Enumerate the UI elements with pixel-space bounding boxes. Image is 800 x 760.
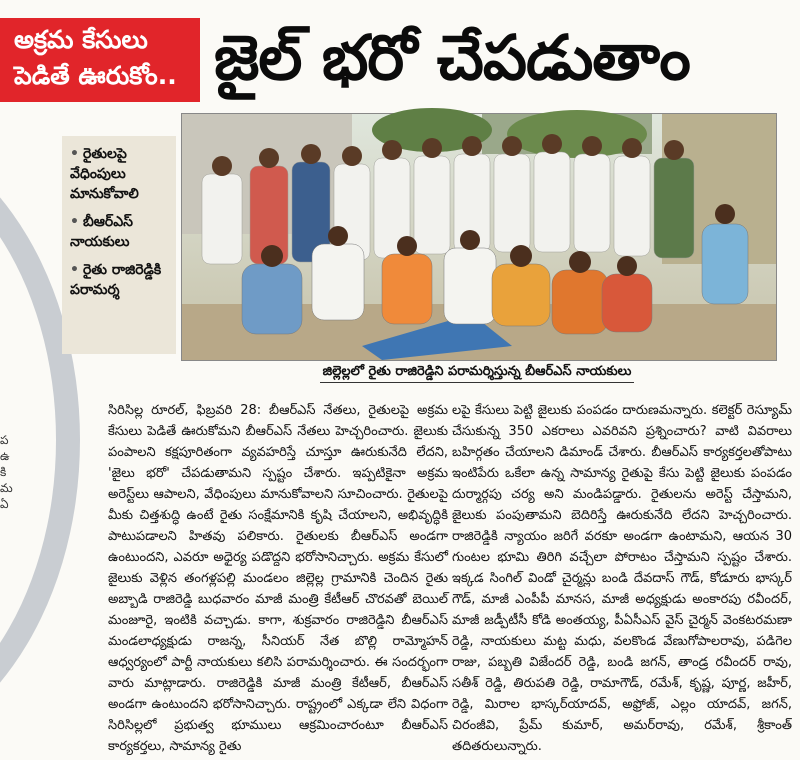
article-column-left: సిరిసిల్ల రూరల్, ఫిబ్రవరి 28: బీఆర్ఎస్ నేతలు, రైతులపై అక్రమ కేసులు పెడితే ఊరుకోమని బీఆర్ఎస్ నేతలు హెచ్చరించారు. జైలుకు పంపాలని కక్షపూరితంగా వ్యవహరిస్తే చూస్తూ ఊరుకునేది లేదని, 'జైలు భరో' చేపడుతామని స్పష్టం చేశారు. ఇప్పటికైనా అక్రమ అరెస్ట్‌లు ఆపాలని, వేధింపులు మానుకోవాలని సూచించారు. రైతులపై మీకు చిత్తశుద్ధి ఉంటే రైతు సంక్షేమానికి కృషి చేయాలని, అభివృద్ధికి పాటుపడాలని హితవు పలికారు. రైతులకు బీఆర్ఎస్ అండగా ఉంటుందని, ఎవరూ అధైర్య పడొద్దని భరోసానిచ్చారు. అక్రమ కేసులో జైలుకు వెళ్లిన తంగళ్లపల్లి మండలం జిల్లెల్ల గ్రామానికి చెందిన రైతు అబ్బాడి రాజిరెడ్డి బుధవారం మాజీ మంత్రి కేటీఆర్ చొరవతో బెయిల్ మంజూరై, ఇంటికి వచ్చాడు. కాగా, శుక్రవారం రాజిరెడ్డిని బీఆర్ఎస్ మండలాధ్యక్షుడు రాజన్న, సీనియర్ నేత బొల్లి రామ్మోహన్ ఆధ్వర్యంలో పార్టీ నాయకులు కలిసి పరామర్శించారు. ఈ సందర్భంగా వారు మాట్లాడారు. రాజిరెడ్డికి మాజీ మంత్రి కేటీఆర్, బీఆర్ఎస్ అండగా ఉంటుందని భరోసానిచ్చారు. రాష్ట్రంలో ఎక్కడా లేని విధంగా సిరిసిల్లలో ప్రభుత్వ భూములు ఆక్రమించారంటూ బీఆర్ఎస్ కార్యకర్తలు, సామాన్య రైతు <box>108 403 448 754</box>
news-photo <box>181 113 777 361</box>
bullet-point-text: రైతు రాజిరెడ్డికి పరామర్శ <box>70 262 162 298</box>
bullet-icon: • <box>70 214 79 230</box>
bullet-point-text: బీఆర్ఎస్ నాయకులు <box>70 214 134 250</box>
photo-caption: జిల్లెల్లలో రైతు రాజిరెడ్డిని పరామర్శిస్తున్న బీఆర్ఎస్ నాయకులు <box>320 362 634 383</box>
bullet-icon: • <box>70 262 79 278</box>
bullet-point <box>70 144 170 204</box>
article-column-right: లపై కేసులు పెట్టి జైలుకు పంపడం దారుణమన్నారు. కలెక్టర్ రెస్యూమ్ చేసుకున్న 350 ఎకరాలు ఎవరివని ప్రశ్నించారు? వాటి వివరాలు బహిర్గతం చేయాలని డిమాండ్ చేశారు. బీఆర్ఎస్ కార్యకర్తలతోపాటు ఇంటిపేరు ఒకేలా ఉన్న సామాన్య రైతుపై కేసు పెట్టి జైలుకు పంపడం దుర్మార్గపు చర్య అని మండిపడ్డారు. రైతులను అరెస్ట్ చేస్తామని, జైలుకు పంపుతామని బెదిరిస్తే ఊరుకునేది లేదని హెచ్చరించారు. రాజిరెడ్డికి న్యాయం జరిగే వరకూ అండగా ఉంటామని, ఆయన 30 గుంటల భూమి తిరిగి వచ్చేలా పోరాటం చేస్తామని స్పష్టం చేశారు. ఇక్కడ సింగిల్ విండో చైర్మన్లు బండి దేవదాస్ గౌడ్, కోడూరు భాస్కర్ గౌడ్, మాజీ ఎంపీపీ మానస, మాజీ అధ్యక్షుడు అంకారపు రవీందర్, మాజీ జడ్పీటీసీ కోడి అంతయ్య, పీఏసీఎస్ వైస్ చైర్మన్ వెంకటరమణా రెడ్డి, నాయకులు మట్ట మధు, వలకొండ వేణుగోపాలరావు, పడిగెల రాజు, పబ్బతి విజేందర్ రెడ్డి, బండి జగన్, తాండ్ర రవీందర్ రావు, సతీశ్ రెడ్డి, తిరుపతి రెడ్డి, రామాగౌడ్, రమేశ్, కృష్ణ, పూర్ణ, జహీర్, రెడ్డి, మిరాల భాస్కర్‌యాదవ్, అఫ్రోజ్, ఎల్లం యాదవ్, జగన్, చిరంజీవి, ప్రేమ్ కుమార్, అమర్‌రావు, రమేశ్, శ్రీకాంత్ తదితరులున్నారు. <box>452 403 792 754</box>
kicker-box <box>0 18 200 102</box>
headline: జైల్ భరో చేపడుతాం <box>214 21 690 94</box>
adjacent-article-edge-text: ప ఉ కి మ ఏ <box>0 433 13 511</box>
kicker-line-1: అక్రమ కేసులు <box>14 25 148 54</box>
group-photo-illustration <box>182 114 776 360</box>
bullet-icon: • <box>70 146 79 162</box>
bullet-point-text: రైతులపై వేధింపులు మానుకోవాలి <box>70 146 139 202</box>
kicker-line-2: పెడితే ఊరుకోం.. <box>14 61 177 90</box>
bullet-point <box>70 260 170 300</box>
bullet-point <box>70 212 170 252</box>
bullet-points-panel <box>62 136 176 354</box>
